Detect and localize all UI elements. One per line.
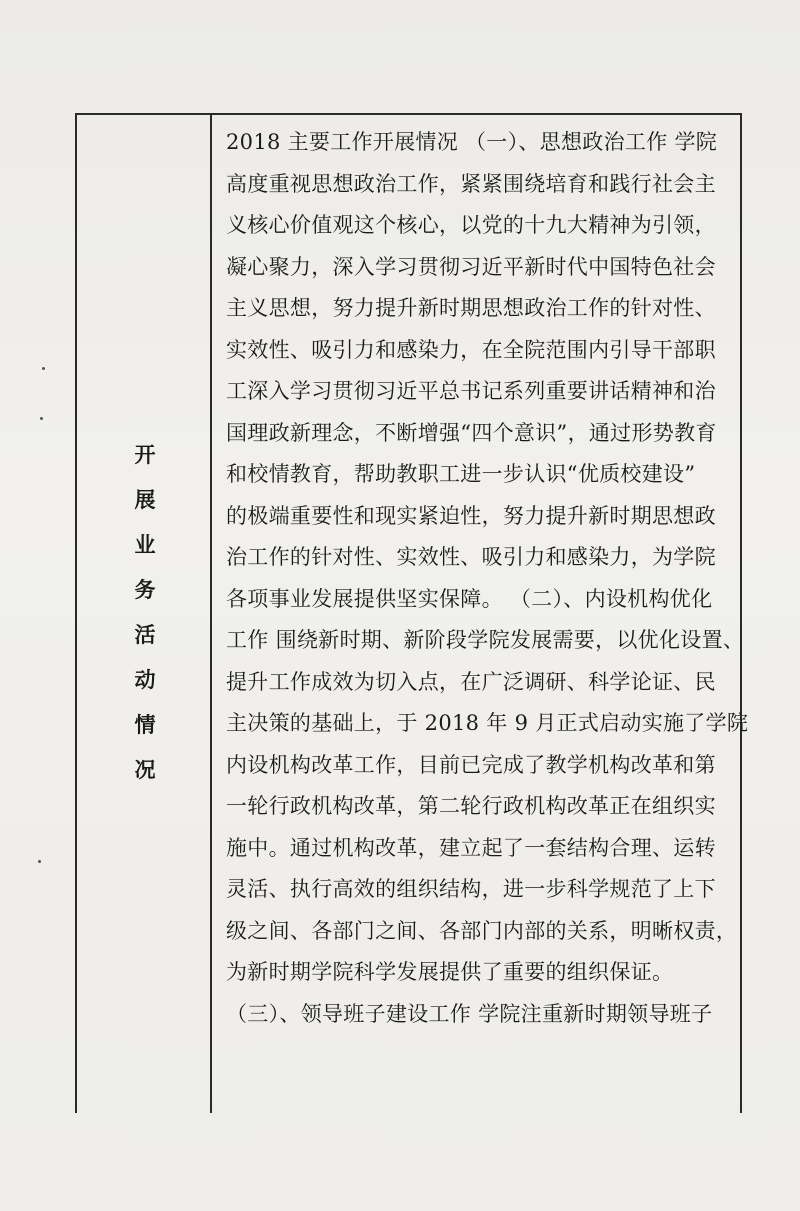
label-char: 业 bbox=[134, 532, 156, 557]
row-label bbox=[120, 432, 170, 792]
activity-content bbox=[226, 122, 749, 1035]
label-char: 展 bbox=[134, 487, 156, 512]
content-line: 工深入学习贯彻习近平总书记系列重要讲话精神和治 bbox=[226, 379, 716, 403]
content-line: 实效性、吸引力和感染力，在全院范围内引导干部职 bbox=[226, 337, 716, 362]
content-line: 凝心聚力，深入学习贯彻习近平新时代中国特色社会 bbox=[226, 254, 716, 279]
content-line: 和校情教育，帮助教职工进一步认识“优质校建设” bbox=[226, 462, 696, 486]
content-line: 工作 围绕新时期、新阶段学院发展需要，以优化设置、 bbox=[226, 628, 745, 652]
content-line: （三）、领导班子建设工作 学院注重新时期领导班子 bbox=[226, 1001, 713, 1026]
content-line: 的极端重要性和现实紧迫性，努力提升新时期思想政 bbox=[226, 503, 716, 528]
content-line: 为新时期学院科学发展提供了重要的组织保证。 bbox=[226, 960, 674, 984]
paper-speck bbox=[40, 417, 43, 420]
content-line: 义核心价值观这个核心，以党的十九大精神为引领， bbox=[226, 213, 716, 237]
label-char: 开 bbox=[134, 442, 156, 467]
label-char: 务 bbox=[134, 577, 156, 602]
content-line: 主决策的基础上，于 2018 年 9 月正式启动实施了学院 bbox=[226, 711, 749, 735]
content-line: 各项事业发展提供坚实保障。 （二）、内设机构优化 bbox=[226, 586, 713, 611]
content-line: 一轮行政机构改革，第二轮行政机构改革正在组织实 bbox=[226, 794, 716, 818]
paper-speck bbox=[38, 860, 41, 863]
label-char: 动 bbox=[134, 667, 156, 692]
content-line: 级之间、各部门之间、各部门内部的关系，明晰权责， bbox=[226, 918, 738, 943]
content-line: 施中。通过机构改革，建立起了一套结构合理、运转 bbox=[226, 835, 716, 860]
content-line: 国理政新理念，不断增强“四个意识”，通过形势教育 bbox=[226, 420, 717, 445]
content-line: 高度重视思想政治工作，紧紧围绕培育和践行社会主 bbox=[226, 171, 716, 196]
content-line: 治工作的针对性、实效性、吸引力和感染力，为学院 bbox=[226, 545, 716, 569]
content-line: 提升工作成效为切入点，在广泛调研、科学论证、民 bbox=[226, 669, 716, 694]
content-line: 主义思想，努力提升新时期思想政治工作的针对性、 bbox=[226, 296, 716, 320]
label-char: 况 bbox=[134, 757, 156, 782]
paper-speck bbox=[42, 367, 45, 370]
column-divider bbox=[210, 113, 212, 1113]
label-char: 情 bbox=[134, 712, 156, 737]
label-char: 活 bbox=[134, 622, 156, 647]
content-line: 灵活、执行高效的组织结构，进一步科学规范了上下 bbox=[226, 877, 716, 901]
content-line: 内设机构改革工作，目前已完成了教学机构改革和第 bbox=[226, 752, 716, 777]
content-line: 2018 主要工作开展情况 （一）、思想政治工作 学院 bbox=[226, 130, 718, 154]
